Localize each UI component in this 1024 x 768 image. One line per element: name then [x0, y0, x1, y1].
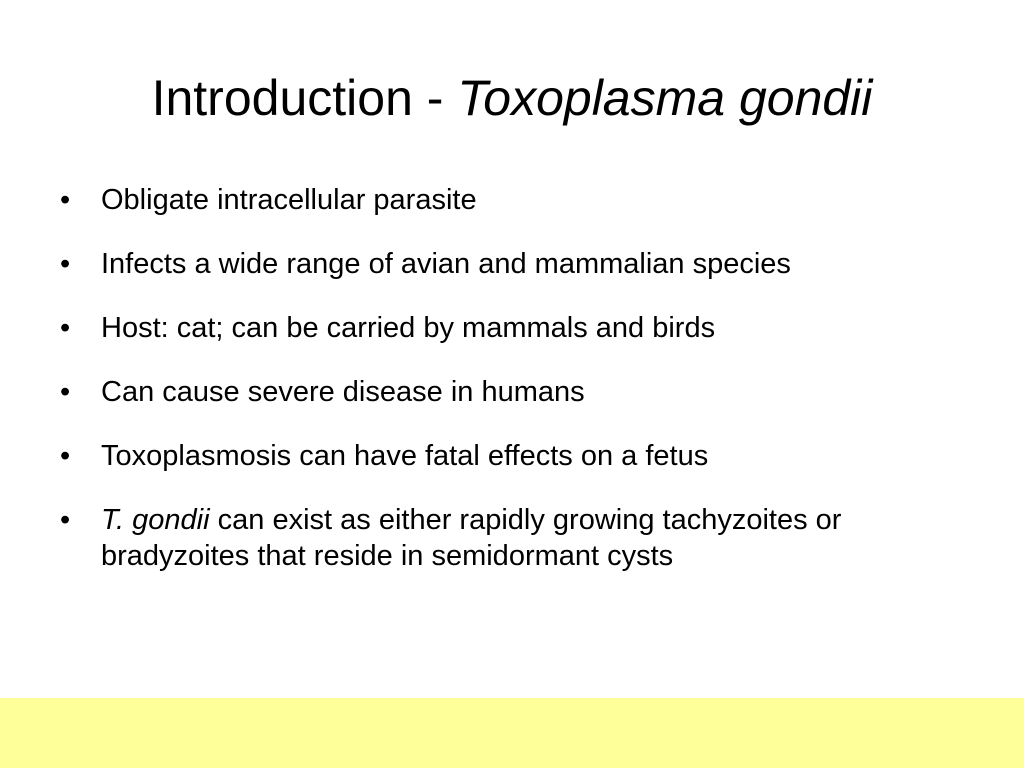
slide-title-plain: Introduction - [151, 70, 458, 126]
bullet-item [60, 374, 960, 410]
bullet-italic-text: T. gondii [101, 504, 210, 536]
bullet-text: Can cause severe disease in humans [101, 376, 585, 408]
bullet-dot-icon: • [60, 184, 71, 216]
slide-title [0, 68, 1024, 128]
bullet-dot-icon: • [60, 440, 71, 472]
bullet-text: can exist as either rapidly growing tachyzoites or bradyzoites that reside in semidormant cysts [101, 504, 842, 572]
footer-band [0, 698, 1024, 768]
bullet-dot-icon: • [60, 376, 71, 408]
bullet-dot-icon: • [60, 312, 71, 344]
bullet-text: Toxoplasmosis can have fatal effects on a fetus [101, 440, 709, 472]
bullet-text: Host: cat; can be carried by mammals and birds [101, 312, 716, 344]
bullet-item [60, 502, 960, 574]
bullet-text: Obligate intracellular parasite [101, 184, 477, 216]
bullet-item [60, 438, 960, 474]
bullet-item [60, 310, 960, 346]
bullet-text: Infects a wide range of avian and mammalian species [101, 248, 791, 280]
bullet-dot-icon: • [60, 504, 71, 536]
bullet-dot-icon: • [60, 248, 71, 280]
bullet-list [60, 182, 960, 602]
slide-title-italic: Toxoplasma gondii [457, 70, 873, 126]
bullet-item [60, 246, 960, 282]
bullet-item [60, 182, 960, 218]
